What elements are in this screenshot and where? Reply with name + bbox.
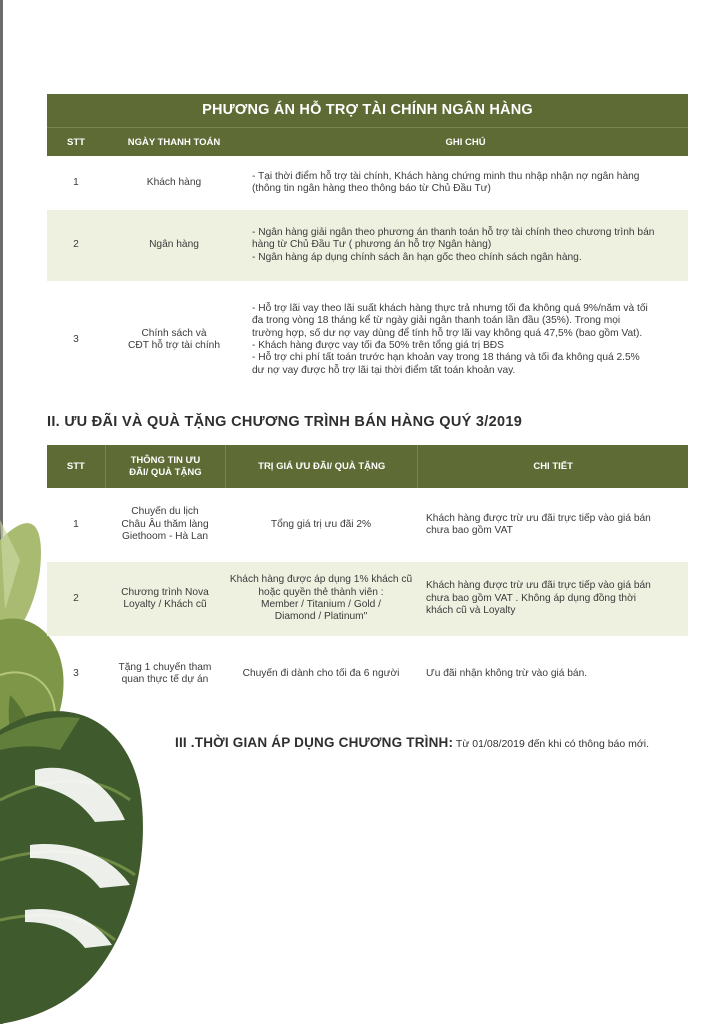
row-detail-line: Khách hàng được trừ ưu đãi trực tiếp vào giá bán <box>426 512 651 524</box>
row-value: Chuyến đi dành cho tối đa 6 người <box>242 667 400 679</box>
row-note-line: dư nợ vay được hỗ trợ lãi tại thời điểm tất toán khoản vay. <box>252 364 516 376</box>
row-info-line: Giethoom - Hà Lan <box>121 531 209 543</box>
finance-support-table <box>47 94 688 399</box>
row-item: Khách hàng <box>146 176 202 188</box>
row-info-line: Chương trình Nova <box>121 586 209 598</box>
row-value-line: hoặc quyền thẻ thành viên : <box>258 586 384 598</box>
row-stt: 1 <box>73 518 79 530</box>
row-note-line: hàng từ Chủ Đầu Tư ( phương án hỗ trợ Ngân hàng) <box>252 239 492 251</box>
section-3-label: III .THỜI GIAN ÁP DỤNG CHƯƠNG TRÌNH: <box>175 735 454 750</box>
col-header-info-line: THÔNG TIN ƯU <box>130 454 201 466</box>
col-header-stt: STT <box>67 136 85 148</box>
col-header-value: TRỊ GIÁ ƯU ĐÃI/ QUÀ TẶNG <box>226 445 418 488</box>
row-value-line: Diamond / Platinum" <box>274 611 368 623</box>
table-row <box>47 210 688 281</box>
row-value: Tổng giá trị ưu đãi 2% <box>270 518 372 530</box>
row-note-line: trường hợp, số dư nợ vay dùng để tính hỗ trợ lãi vay không quá 47,5% (bao gồm Vat). <box>252 327 643 339</box>
row-item-line: CĐT hỗ trợ tài chính <box>128 340 220 351</box>
table-row <box>47 562 688 636</box>
col-header-payment-date: NGÀY THANH TOÁN <box>127 136 221 148</box>
row-detail-line: khách cũ và Loyalty <box>426 605 516 617</box>
row-value-line: Khách hàng được áp dụng 1% khách cũ <box>229 574 413 586</box>
row-stt: 2 <box>73 239 79 251</box>
row-stt: 3 <box>73 333 79 345</box>
row-info-line: Loyalty / Khách cũ <box>123 599 207 610</box>
table-row <box>47 636 688 712</box>
row-note-line: - Hỗ trợ chi phí tất toán trước hạn khoản vay trong 18 tháng và tối đa không quá 2.5% <box>252 352 640 364</box>
row-stt: 3 <box>73 667 79 679</box>
promotions-gifts-table <box>47 445 688 712</box>
table-row <box>47 156 688 210</box>
row-note-line: - Ngân hàng áp dụng chính sách ân hạn gốc theo chính sách ngân hàng. <box>252 251 582 263</box>
row-note-line: (thông tin ngân hàng theo thông báo từ Chủ Đầu Tư) <box>252 183 491 194</box>
row-item-line: Chính sách và <box>141 327 207 339</box>
row-detail: Ưu đãi nhận không trừ vào giá bán. <box>426 667 588 679</box>
section-3-period <box>175 735 649 750</box>
row-note-line: đa trong vòng 18 tháng kể từ ngày giải ngân thanh toán lần đầu (35%). Trong mọi <box>252 315 621 327</box>
section-3-text: Từ 01/08/2019 đến khi có thông báo mới. <box>453 738 650 750</box>
row-detail-line: chưa bao gồm VAT . Không áp dụng đồng thời <box>426 592 637 604</box>
finance-table-header <box>47 127 688 156</box>
row-note-line: - Khách hàng được vay tối đa 50% trên tổng giá trị BĐS <box>252 340 504 351</box>
section-2-heading: II. ƯU ĐÃI VÀ QUÀ TẶNG CHƯƠNG TRÌNH BÁN HÀNG QUÝ 3/2019 <box>47 414 523 430</box>
finance-table-title: PHƯƠNG ÁN HỖ TRỢ TÀI CHÍNH NGÂN HÀNG <box>47 94 688 127</box>
promotions-table-header <box>47 445 688 488</box>
row-note-line: - Ngân hàng giải ngân theo phương án thanh toán hỗ trợ tài chính theo chương trình bán <box>252 226 655 238</box>
row-note-line: - Tại thời điểm hỗ trợ tài chính, Khách hàng chứng minh thu nhập nhận nợ ngân hàng <box>252 170 640 182</box>
row-item: Ngân hàng <box>149 239 199 251</box>
col-header-detail: CHI TIẾT <box>533 460 573 472</box>
table-row <box>47 488 688 562</box>
table-row <box>47 281 688 399</box>
col-header-notes: GHI CHÚ <box>445 136 486 148</box>
row-stt: 1 <box>73 176 79 188</box>
row-info-line: Chuyến du lịch <box>131 506 199 518</box>
col-header-stt: STT <box>47 445 106 488</box>
row-info-line: quan thực tế dự án <box>121 674 209 685</box>
col-header-info-line: ĐÃI/ QUÀ TẶNG <box>129 466 202 478</box>
row-info-line: Châu Âu thăm làng <box>121 518 209 530</box>
row-value-line: Member / Titanium / Gold / <box>260 599 381 610</box>
row-stt: 2 <box>73 592 79 604</box>
row-detail-line: Khách hàng được trừ ưu đãi trực tiếp vào giá bán <box>426 580 651 592</box>
row-detail-line: chưa bao gồm VAT <box>426 525 513 536</box>
row-info-line: Tặng 1 chuyến tham <box>118 661 212 673</box>
row-note-line: - Hỗ trợ lãi vay theo lãi suất khách hàng thực trả nhưng tối đa không quá 9%/năm và tối <box>252 302 648 314</box>
